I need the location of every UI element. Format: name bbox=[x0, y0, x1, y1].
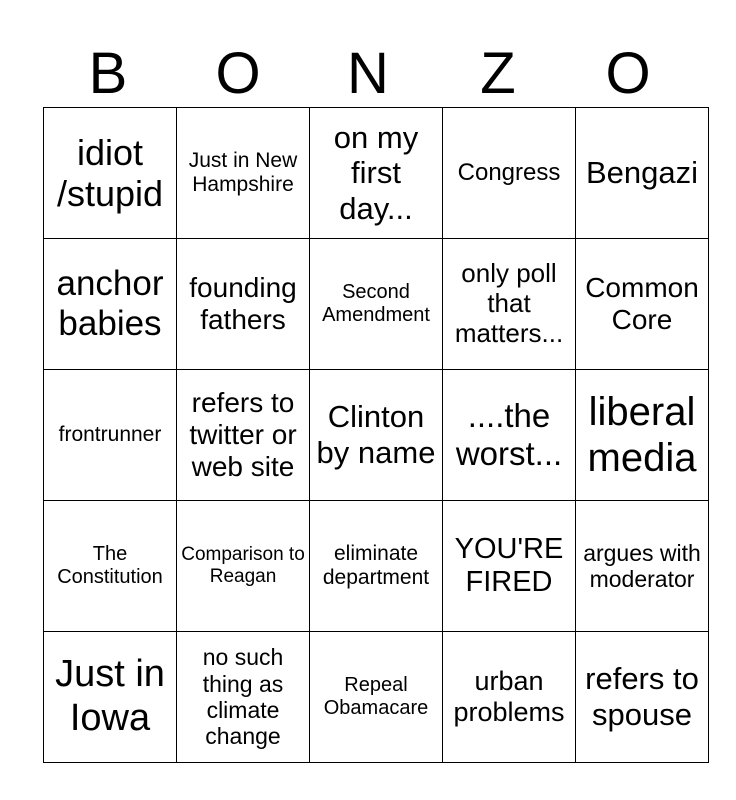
bingo-cell[interactable]: founding fathers bbox=[177, 239, 310, 370]
bingo-cell[interactable]: Clinton by name bbox=[310, 370, 443, 501]
bingo-cell[interactable]: Just in Iowa bbox=[44, 632, 177, 763]
bingo-cell[interactable]: ....the worst... bbox=[443, 370, 576, 501]
bingo-cell[interactable]: anchor babies bbox=[44, 239, 177, 370]
header-letter-z: Z bbox=[480, 41, 516, 106]
bingo-cell[interactable]: Common Core bbox=[576, 239, 709, 370]
bingo-cell[interactable]: only poll that matters... bbox=[443, 239, 576, 370]
header-letter-o-2: O bbox=[605, 41, 651, 106]
bingo-cell[interactable]: urban problems bbox=[443, 632, 576, 763]
bingo-cell[interactable]: Bengazi bbox=[576, 108, 709, 239]
board-row bbox=[44, 239, 709, 370]
bingo-cell[interactable]: Comparison to Reagan bbox=[177, 501, 310, 632]
bingo-cell[interactable]: The Constitution bbox=[44, 501, 177, 632]
bingo-cell[interactable]: Just in New Hampshire bbox=[177, 108, 310, 239]
board-row bbox=[44, 108, 709, 239]
bingo-cell[interactable]: refers to spouse bbox=[576, 632, 709, 763]
bingo-cell[interactable]: Congress bbox=[443, 108, 576, 239]
bingo-cell[interactable]: refers to twitter or web site bbox=[177, 370, 310, 501]
bingo-cell[interactable]: frontrunner bbox=[44, 370, 177, 501]
board-row bbox=[44, 370, 709, 501]
bingo-cell[interactable]: Repeal Obamacare bbox=[310, 632, 443, 763]
bingo-cell[interactable]: argues with moderator bbox=[576, 501, 709, 632]
bingo-cell[interactable]: eliminate department bbox=[310, 501, 443, 632]
bingo-cell[interactable]: Second Amendment bbox=[310, 239, 443, 370]
bingo-cell[interactable]: on my first day... bbox=[310, 108, 443, 239]
header-letter-o: O bbox=[215, 41, 261, 106]
header-letter-n: N bbox=[347, 41, 389, 106]
bingo-cell[interactable]: idiot /stupid bbox=[44, 108, 177, 239]
header-letter-b: B bbox=[88, 41, 128, 106]
bingo-board bbox=[43, 107, 709, 763]
bingo-cell[interactable]: no such thing as climate change bbox=[177, 632, 310, 763]
bingo-cell[interactable]: YOU'RE FIRED bbox=[443, 501, 576, 632]
bingo-header bbox=[43, 40, 693, 108]
bingo-cell[interactable]: liberal media bbox=[576, 370, 709, 501]
board-row bbox=[44, 501, 709, 632]
board-row bbox=[44, 632, 709, 763]
